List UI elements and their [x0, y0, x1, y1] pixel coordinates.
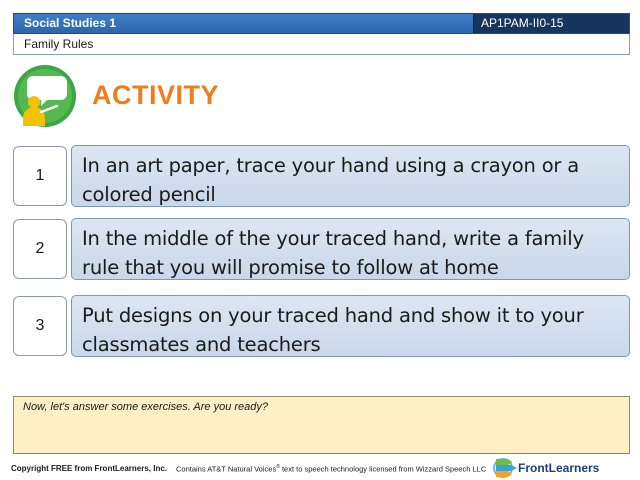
voices-suffix: text to speech technology licensed from Wizzard Speech LLC	[279, 464, 487, 474]
lesson-code-box	[473, 14, 629, 33]
brand-name: FrontLearners	[518, 461, 600, 475]
lesson-bar	[13, 34, 630, 55]
step-number: 2	[13, 219, 67, 279]
step-text: Put designs on your traced hand and show it to your classmates and teachers	[71, 295, 630, 357]
voices-notice	[176, 464, 486, 474]
step-number: 1	[13, 146, 67, 206]
teacher-speech-bubble-icon	[13, 64, 77, 128]
copyright-notice	[11, 464, 167, 473]
voices-prefix: Contains AT&T Natural Voices	[176, 464, 277, 474]
exercise-prompt-box	[13, 396, 630, 454]
step-text: In the middle of the your traced hand, write a family rule that you will promise to follow at home	[71, 218, 630, 280]
copyright-text: Copyright FREE from FrontLearners, Inc.	[11, 464, 168, 473]
step-text: In an art paper, trace your hand using a crayon or a colored pencil	[71, 145, 630, 207]
header-bar	[13, 13, 630, 34]
registered-mark: ®	[276, 464, 280, 470]
lesson-title: Family Rules	[24, 37, 94, 51]
exercise-prompt-text: Now, let's answer some exercises. Are you ready?	[23, 401, 269, 413]
activity-title: ACTIVITY	[92, 80, 220, 110]
step-number: 3	[13, 296, 67, 356]
lesson-code: AP1PAM-II0-15	[481, 16, 564, 30]
subject-title: Social Studies 1	[24, 16, 117, 30]
